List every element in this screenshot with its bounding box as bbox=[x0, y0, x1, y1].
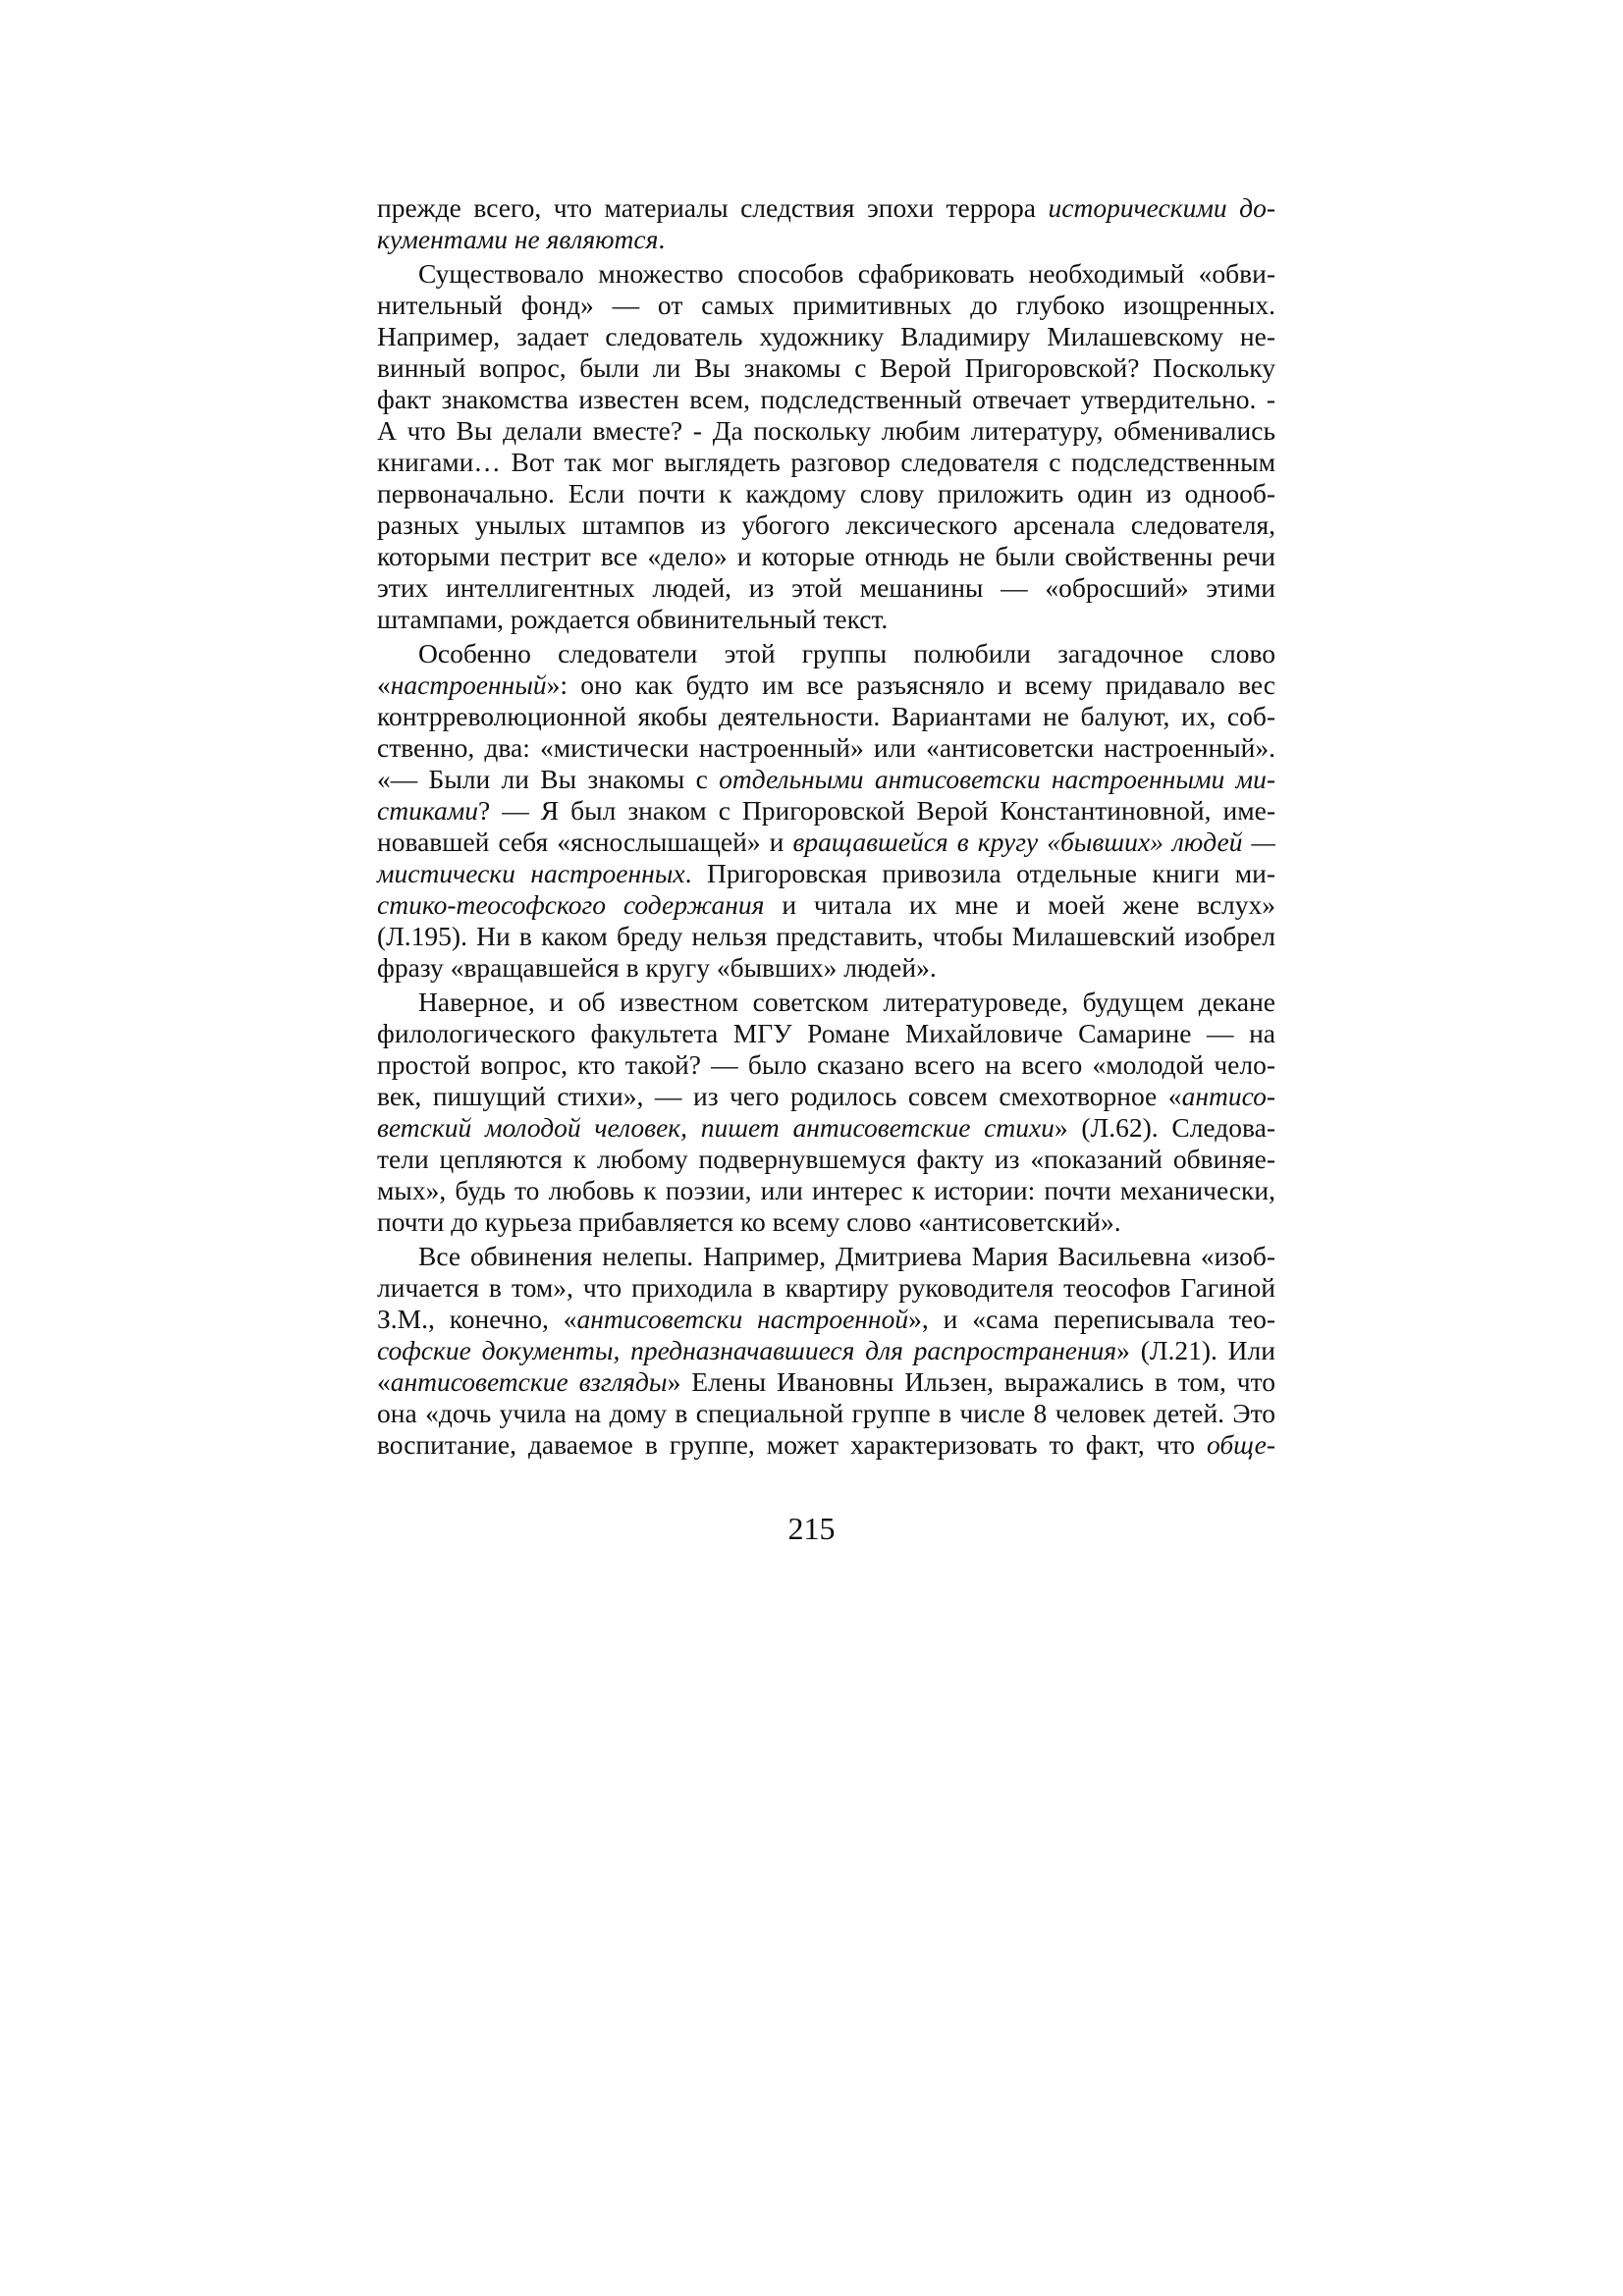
paragraph-first-line: Особенно следователи этой группы полюбили загадочное слово bbox=[418, 638, 1275, 668]
paragraph-first-line: Наверное, и об известном советском литературоведе, будущем декане bbox=[418, 987, 1275, 1017]
text-line: (Л.195). Ни в каком бреду нельзя представить, чтобы Милашевский изобрел bbox=[377, 921, 1275, 951]
text-line: ветский молодой человек, пишет антисоветские стихи» (Л.62). Следова- bbox=[377, 1112, 1275, 1143]
text-line: мистически настроенных. Пригоровская привозила отдельные книги ми- bbox=[377, 858, 1275, 888]
text-line: филологического факультета МГУ Романе Михайловиче Самарине — на bbox=[377, 1018, 1275, 1048]
text-line: тели цепляются к любому подвернувшемуся факту из «показаний обвиняе- bbox=[377, 1144, 1275, 1174]
text-line: штампами, рождается обвинительный текст. bbox=[377, 604, 889, 634]
text-line: стиками? — Я был знаком с Пригоровской Верой Константиновной, име- bbox=[377, 795, 1275, 826]
text-line: Например, задает следователь художнику Владимиру Милашевскому не- bbox=[377, 321, 1275, 351]
text-line: «— Были ли Вы знакомы с отдельными антисоветски настроенными ми- bbox=[377, 764, 1276, 794]
page-number: 215 bbox=[787, 1511, 836, 1546]
text-line: этих интеллигентных людей, из этой мешанины — «обросший» этими bbox=[377, 572, 1275, 603]
text-line: софские документы, предназначавшиеся для распространения» (Л.21). Или bbox=[377, 1335, 1275, 1365]
text-line: разных унылых штампов из убогого лексического арсенала следователя, bbox=[377, 509, 1275, 540]
text-line: З.М., конечно, «антисоветски настроенной», и «сама переписывала тео- bbox=[377, 1304, 1275, 1334]
text-line: которыми пестрит все «дело» и которые отнюдь не были свойственны речи bbox=[377, 541, 1275, 571]
text-line: винный вопрос, были ли Вы знакомы с Верой Пригоровской? Поскольку bbox=[377, 352, 1275, 383]
text-line: «антисоветские взгляды» Елены Ивановны Ильзен, выражались в том, что bbox=[377, 1366, 1275, 1397]
text-line: первоначально. Если почти к каждому слову приложить один из однооб- bbox=[377, 478, 1275, 508]
text-line: воспитание, даваемое в группе, может характеризовать то факт, что обще- bbox=[377, 1429, 1275, 1460]
text-line: век, пишущий стихи», — из чего родилось совсем смехотворное «антисо- bbox=[377, 1081, 1275, 1111]
paragraph-first-line: Все обвинения нелепы. Например, Дмитриева Мария Васильевна «изоб- bbox=[418, 1241, 1275, 1271]
text-line: простой вопрос, кто такой? — было сказано всего на всего «молодой чело- bbox=[377, 1049, 1275, 1080]
text-line: почти до курьеза прибавляется ко всему слово «антисоветский». bbox=[377, 1206, 1121, 1237]
text-line: кументами не являются. bbox=[377, 224, 666, 254]
text-line: фразу «вращавшейся в кругу «бывших» людей». bbox=[377, 952, 937, 983]
text-line: личается в том», что приходила в квартиру руководителя теософов Гагиной bbox=[377, 1272, 1275, 1303]
text-line: нительный фонд» — от самых примитивных до глубоко изощренных. bbox=[377, 290, 1275, 320]
text-line: А что Вы делали вместе? - Да поскольку любим литературу, обменивались bbox=[377, 415, 1275, 446]
text-line: прежде всего, что материалы следствия эпохи террора историческими до- bbox=[377, 192, 1275, 223]
text-line: контрреволюционной якобы деятельности. Вариантами не балуют, их, соб- bbox=[377, 701, 1275, 731]
text-line: она «дочь учила на дому в специальной группе в числе 8 человек детей. Это bbox=[377, 1398, 1275, 1428]
text-line: факт знакомства известен всем, подследственный отвечает утвердительно. - bbox=[377, 384, 1275, 414]
text-line: ственно, два: «мистически настроенный» или «антисоветски настроенный». bbox=[377, 732, 1275, 763]
paragraph-first-line: Существовало множество способов сфабриковать необходимый «обви- bbox=[418, 258, 1275, 289]
text-line: мых», будь то любовь к поэзии, или интерес к истории: почти механически, bbox=[377, 1175, 1275, 1205]
text-line: «настроенный»: оно как будто им все разъясняло и всему придавало вес bbox=[377, 669, 1275, 700]
text-line: книгами… Вот так мог выглядеть разговор следователя с подследственным bbox=[377, 447, 1275, 477]
text-line: стико-теософского содержания и читала их мне и моей жене вслух» bbox=[377, 889, 1275, 920]
text-line: новавшей себя «яснослышащей» и вращавшейся в кругу «бывших» людей — bbox=[377, 827, 1275, 857]
